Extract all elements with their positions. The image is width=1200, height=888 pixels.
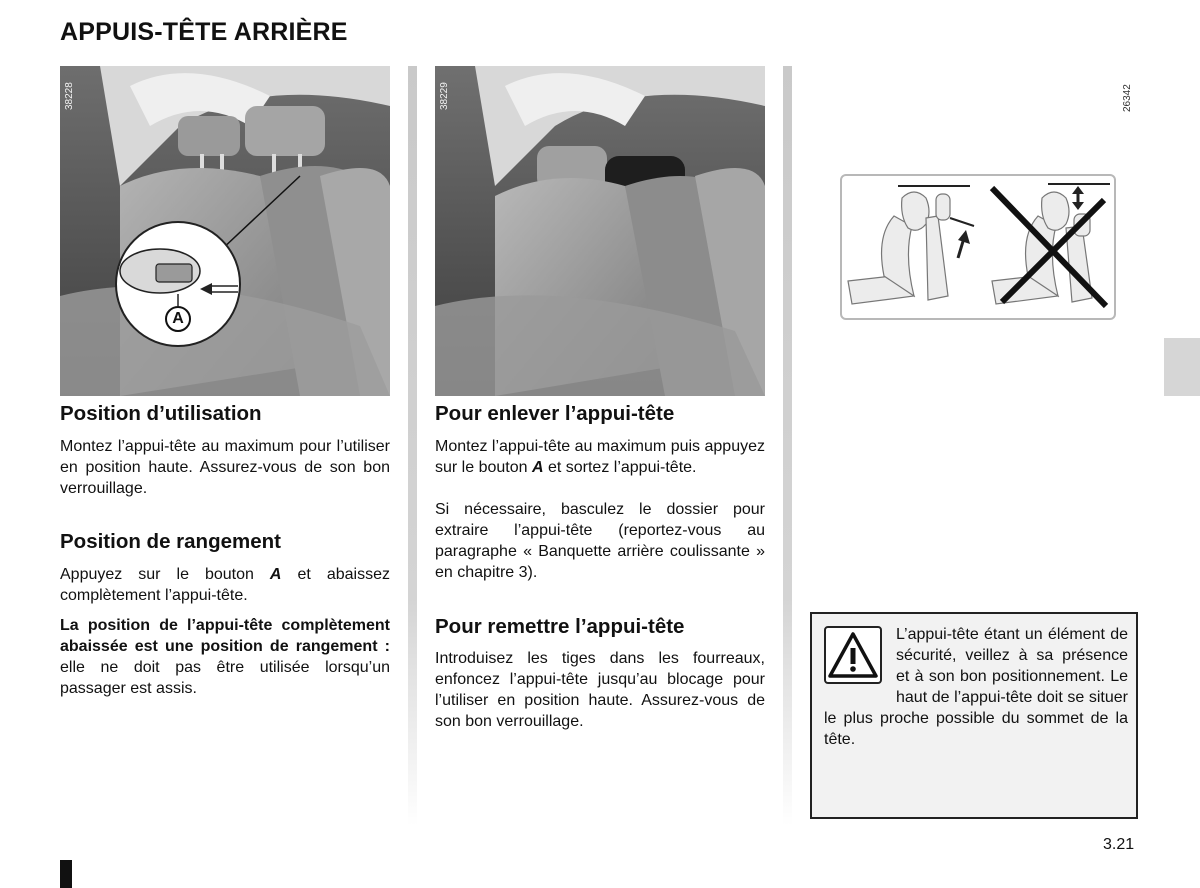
paragraph-basculer-dossier: Si nécessaire, basculez le dossier pour extraire l’appui-tête (reportez-vous au paragraphe « Banquette arrière coulissante » en chapitre 3). (435, 501, 765, 581)
rear-seat-photo-headrest-button (60, 66, 390, 396)
chapter-side-tab (1164, 338, 1200, 396)
paragraph-position-utilisation: Montez l’appui-tête au maximum pour l’utiliser en position haute. Assurez-vous de son bon verrouillage. (60, 438, 390, 497)
warning-text: L’appui-tête étant un élément de sécurité, veillez à sa présence et à son bon positionnement. Le haut de l’appui-tête doit se situer le plus proche possible du sommet de la tête. (824, 626, 1128, 748)
paragraph-position-rangement: Appuyez sur le bouton A et abaissez complètement l’appui-tête. (60, 566, 390, 604)
page-title: APPUIS-TÊTE ARRIÈRE (60, 18, 348, 46)
paragraph-enlever-appui-tete: Montez l’appui-tête au maximum puis appuyez sur le bouton A et sortez l’appui-tête. (435, 438, 765, 476)
paragraph-rangement-note: La position de l’appui-tête complètement abaissée est une position de rangement : elle ne doit pas être utilisée lorsqu’un passager est assis. (60, 617, 390, 697)
warning-box (810, 612, 1138, 819)
heading-remettre-appui-tete: Pour remettre l’appui-tête (435, 615, 685, 638)
button-a-reference: A (269, 566, 282, 583)
rear-seat-photo-headrest-removed (435, 66, 765, 396)
figure-ref-code: 38229 (439, 82, 450, 110)
column-divider (783, 66, 792, 826)
heading-position-utilisation: Position d’utilisation (60, 402, 262, 425)
page-number: 3.21 (1103, 836, 1135, 853)
callout-a: A (165, 306, 191, 332)
column-divider (408, 66, 417, 826)
page-corner-mark (60, 860, 72, 888)
figure-ref-code: 26342 (1122, 84, 1133, 112)
headrest-position-diagram (840, 174, 1116, 320)
button-a-reference: A (531, 459, 544, 476)
figure-ref-code: 38228 (64, 82, 75, 110)
heading-enlever-appui-tete: Pour enlever l’appui-tête (435, 402, 675, 425)
heading-position-rangement: Position de rangement (60, 530, 281, 553)
paragraph-remettre-appui-tete: Introduisez les tiges dans les fourreaux, enfoncez l’appui-tête jusqu’au blocage pour l’utiliser en position haute. Assurez-vous de son bon verrouillage. (435, 650, 765, 730)
